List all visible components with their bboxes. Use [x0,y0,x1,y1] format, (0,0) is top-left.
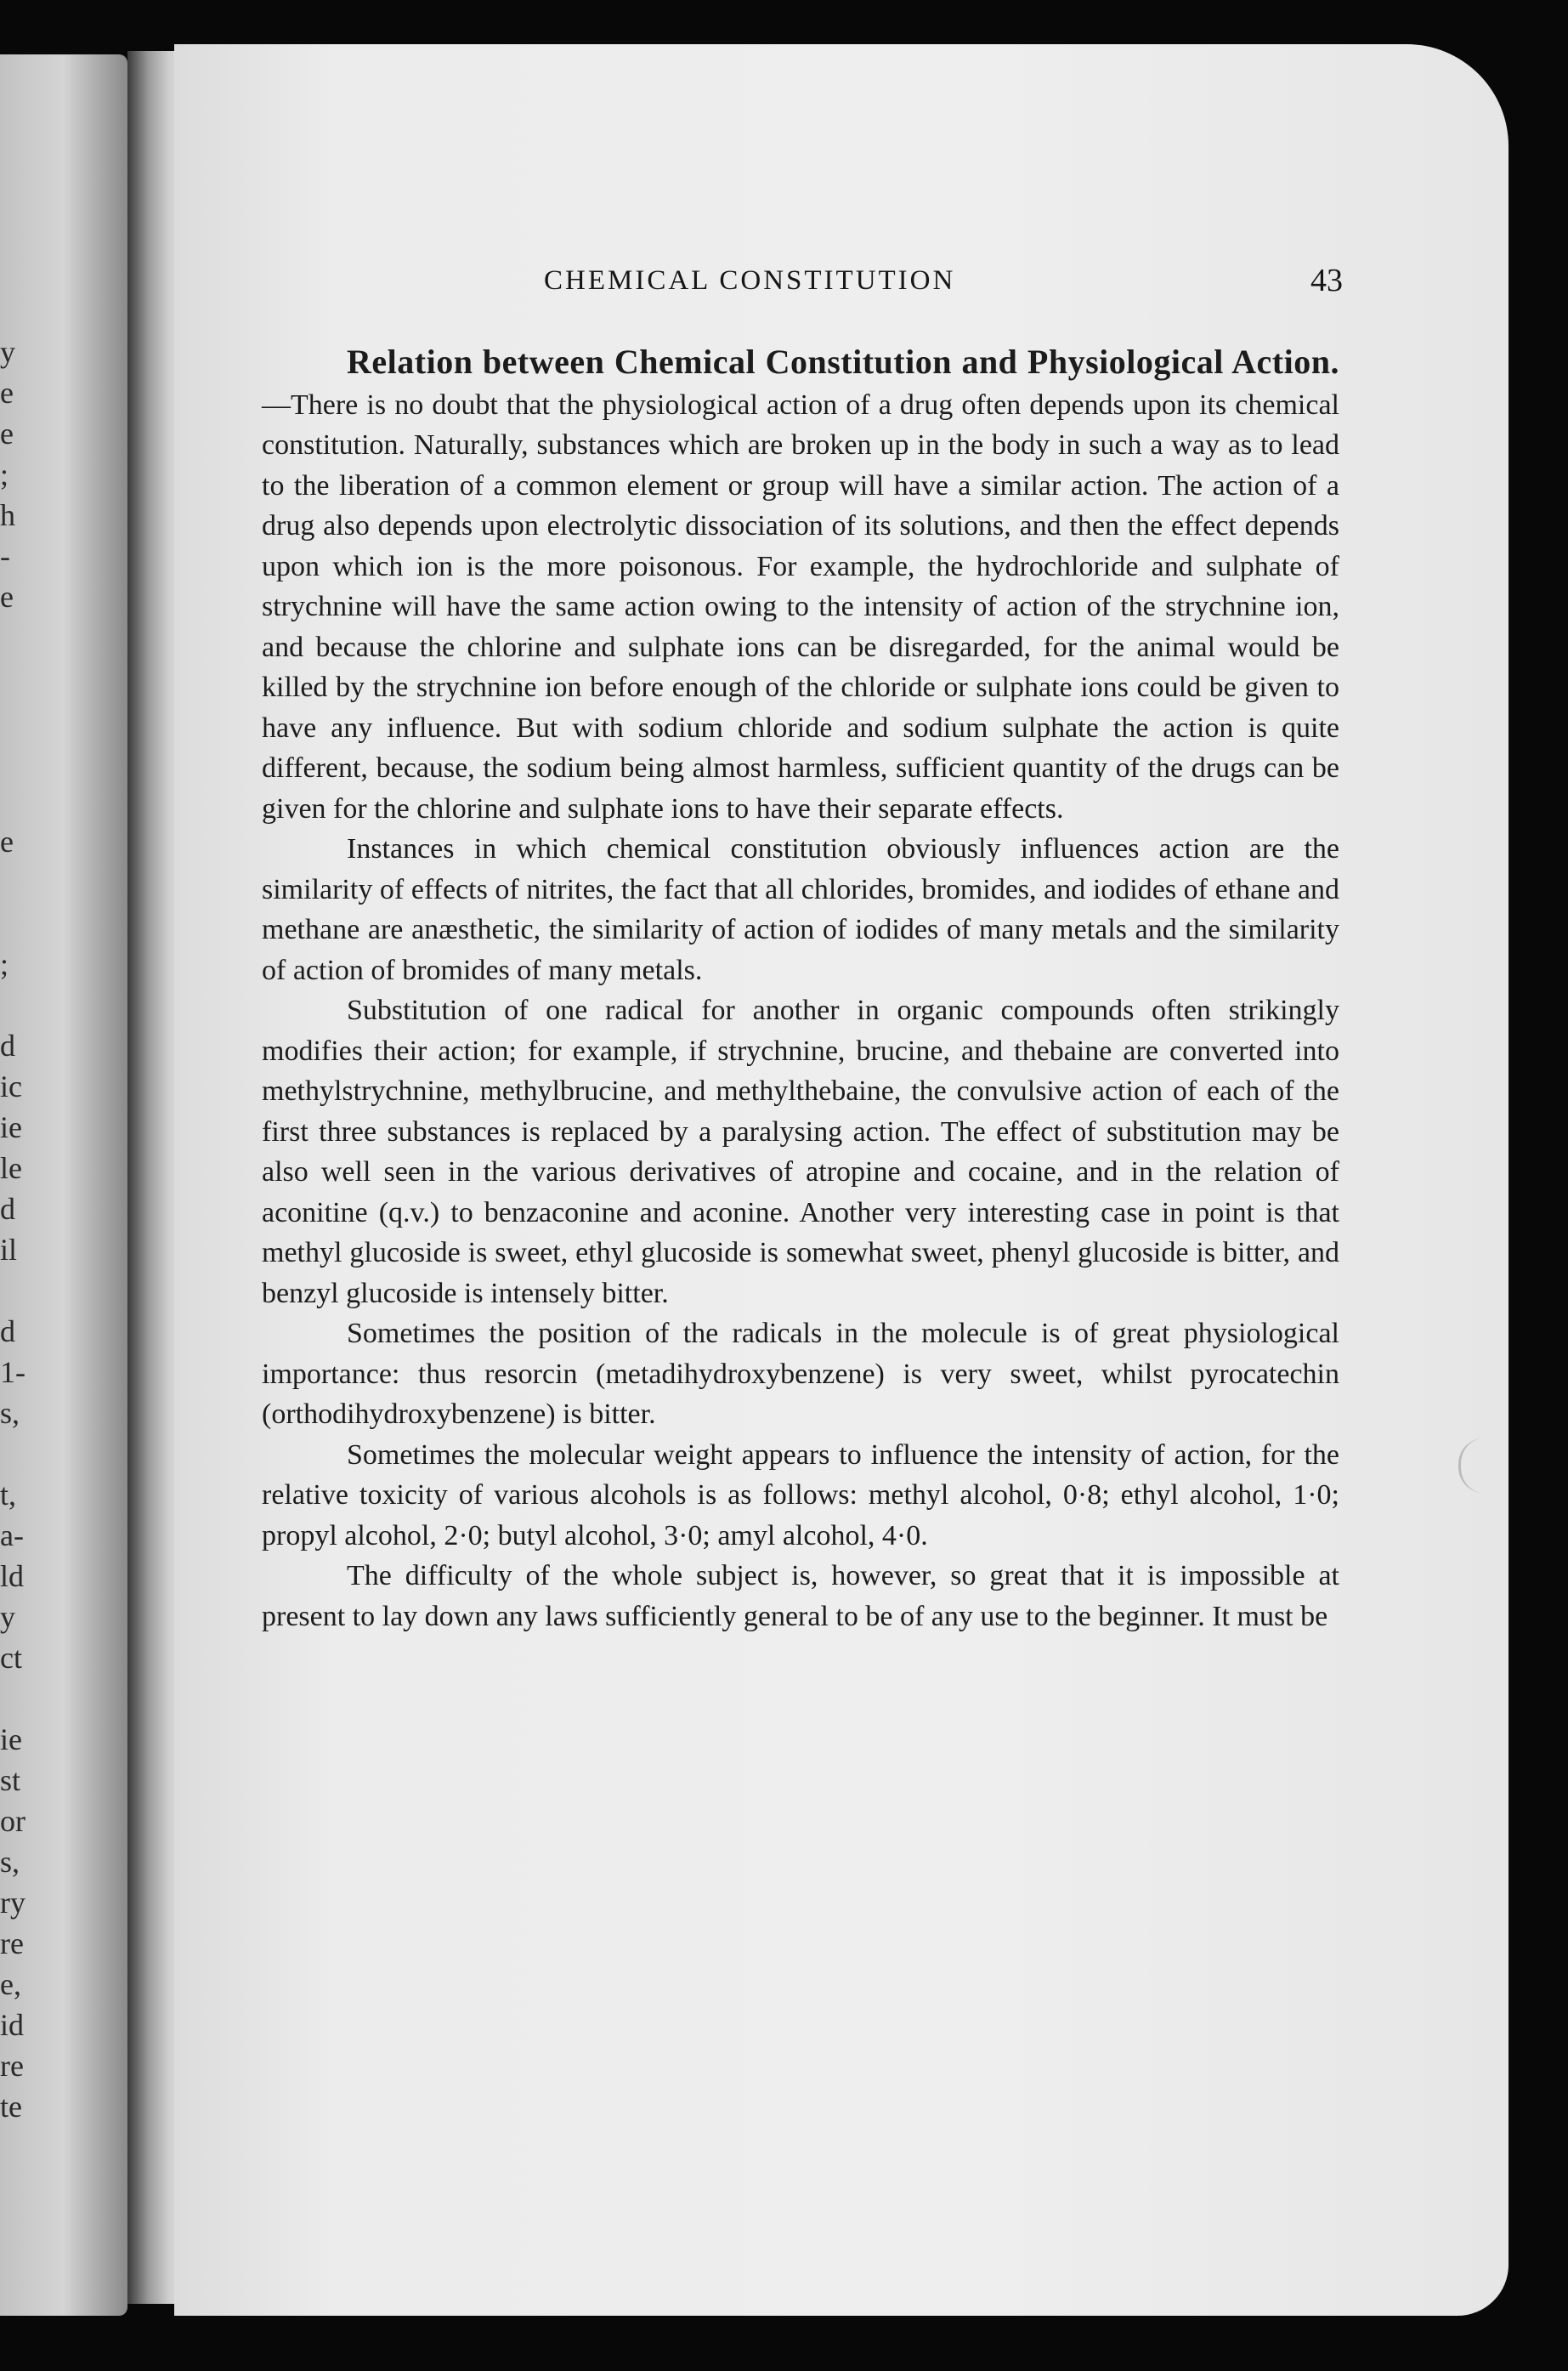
facing-page-fragment: ie [0,1722,22,1756]
facing-page-fragment [0,617,25,658]
facing-page-fragment: le [0,1151,22,1185]
running-title: CHEMICAL CONSTITUTION [544,265,956,296]
facing-page-fragment: - [0,539,10,573]
facing-page-fragment: t, [0,1478,17,1512]
facing-page-fragment [0,984,25,1025]
facing-page-fragment: y [0,335,15,369]
running-head [374,259,1343,302]
facing-page-fragment: re [0,1926,24,1960]
facing-page-fragment [0,862,25,903]
facing-page-fragment: ie [0,1110,22,1144]
facing-page-fragment [0,903,25,944]
facing-page-text-edge [0,332,25,2124]
facing-page-fragment: id [0,2008,25,2042]
facing-page-fragment: d [0,1029,15,1063]
facing-page-fragment: te [0,2090,22,2124]
facing-page-fragment: e, [0,1967,21,2001]
paragraph-5: Sometimes the molecular weight appears to influence the intensity of action, for the relative toxicity of various alcohols is as follows: methyl alcohol, 0·8; ethyl alcohol, 1·0; propyl alcohol, 2·0; butyl alcohol, 3·0; amyl alcohol, 4·0. [262,1438,1339,1551]
facing-page-fragment: a- [0,1518,24,1552]
facing-page-fragment: st [0,1763,21,1797]
facing-page-fragment: or [0,1804,25,1838]
facing-page-fragment: s, [0,1845,20,1879]
facing-page-fragment: h [0,498,15,532]
facing-page-fragment [0,740,25,780]
paragraph-1 [262,342,1339,829]
facing-page-fragment: ld [0,1559,25,1593]
facing-page-fragment [0,780,25,821]
page-edge-mark [1458,1438,1485,1493]
facing-page-fragment: e [0,376,14,410]
facing-page-fragment: 1- [0,1355,25,1389]
facing-page-fragment [0,658,25,699]
paragraph-2: Instances in which chemical constitution obviously influences action are the similarity of effects of nitrites, the fact that all chlorides, bromides, and iodides of ethane and methane are anæsthetic, the similarity of action of iodides of many metals and the similarity of action of bromides of many metals. [262,833,1339,986]
facing-page-fragment: d [0,1314,15,1348]
paragraph-3: Substitution of one radical for another in organic compounds often strikingly modifies their action; for example, if strychnine, brucine, and thebaine are converted into methylstrychnine, methylbrucine, and methylthebaine, the convulsive action of each of the first three substances is replaced by a paralysing action. The effect of substitution may be also well seen in the various derivatives of atropine and cocaine, and in the relation of aconitine (q.v.) to benzaconine and aconine. Another very interesting case in point is that methyl glucoside is sweet, ethyl glucoside is somewhat sweet, phenyl glucoside is bitter, and benzyl glucoside is intensely bitter. [262,995,1339,1309]
paragraph-4: Sometimes the position of the radicals in the molecule is of great physiological importance: thus resorcin (metadihydroxybenzene) is very sweet, whilst pyrocatechin (orthodihydroxybenzene) is bitter. [262,1318,1339,1430]
facing-page-fragment: ry [0,1886,25,1920]
facing-page-fragment: e [0,825,14,859]
facing-page-fragment: s, [0,1396,20,1430]
facing-page-fragment: re [0,2049,24,2083]
page-number: 43 [1310,263,1343,298]
facing-page-fragment: il [0,1233,18,1267]
page-body [262,342,1339,1636]
facing-page-fragment [0,1270,25,1311]
facing-page-fragment [0,699,25,740]
facing-page-fragment: ic [0,1069,22,1103]
facing-page-fragment: y [0,1600,15,1634]
section-heading: Relation between Chemical Constitution and Physiological Action. [347,343,1339,381]
facing-page-fragment: e [0,417,14,451]
facing-page-fragment [0,1678,25,1719]
facing-page-fragment: ; [0,457,9,491]
facing-page-fragment [0,1433,25,1474]
facing-page-fragment: d [0,1192,15,1226]
facing-page-fragment: ct [0,1641,22,1675]
paragraph-6: The difficulty of the whole subject is, however, so great that it is impossible at present to lay down any laws sufficiently general to be of any use to the beginner. It must be [262,1560,1339,1632]
facing-page-fragment: e [0,580,14,614]
paragraph-1-text: —There is no doubt that the physiological action of a drug often depends upon its chemical constitution. Naturally, substances which are broken up in the body in such a way as to lead to the liberation of a common element or group will have a similar action. The action of a drug also depends upon electrolytic dissociation of its solutions, and then the effect depends upon which ion is the more poisonous. For example, the hydrochloride and sulphate of strychnine will have the same action owing to the intensity of action of the strychnine ion, and because the chlorine and sulphate ions can be disregarded, for the animal would be killed by the strychnine ion before enough of the chloride or sulphate ions could be given to have any influence. But with sodium chloride and sodium sulphate the action is quite different, because, the sodium being almost harmless, sufficient quantity of the drugs can be given for the chlorine and sulphate ions to have their separate effects. [262,389,1339,825]
facing-page-fragment: ; [0,947,9,981]
